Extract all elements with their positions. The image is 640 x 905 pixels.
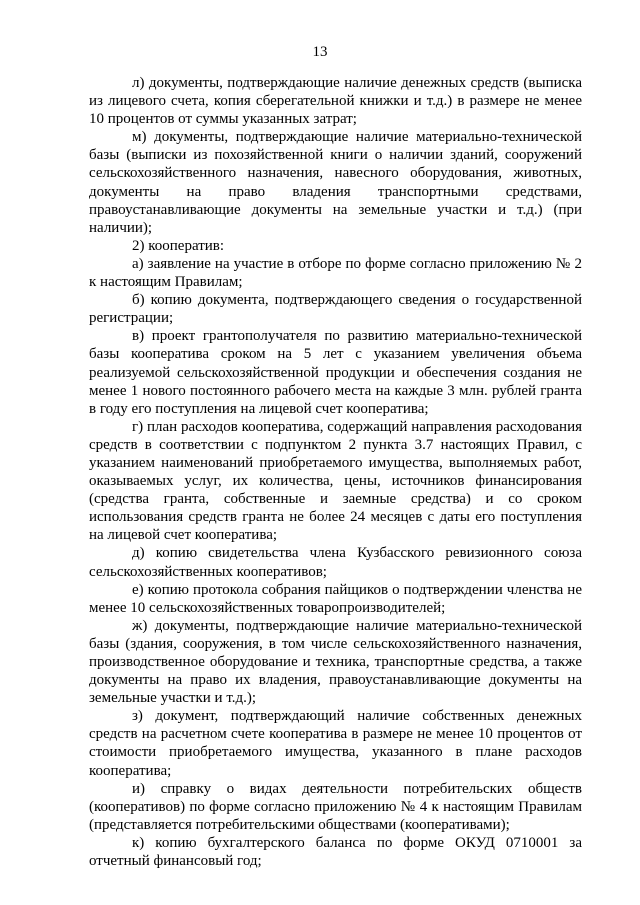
paragraph-zh-material-base-documents: ж) документы, подтверждающие наличие материально-технической базы (здания, сооружения, в том числе сельскохозяйственного назначения, производственное оборудование и техника, транспортные средства, а также документы на право их владения, правоустанавливающие документы на земельные участки и т.д.); <box>89 617 582 707</box>
paragraph-g-expense-plan: г) план расходов кооператива, содержащий направления расходования средств в соответствии с подпунктом 2 пункта 3.7 настоящих Правил, с указанием наименований приобретаемого имущества, выполняемых работ, оказываемых услуг, их количества, цены, источников финансирования (средства гранта, собственные и заемные средства) и со сроком использования средств гранта не более 24 месяцев с даты его поступления на лицевой счет кооператива; <box>89 418 582 544</box>
paragraph-z-own-funds-document: з) документ, подтверждающий наличие собственных денежных средств на расчетном счете кооператива в размере не менее 10 процентов от стоимости приобретаемого имущества, указанного в плане расходов кооператива; <box>89 708 582 779</box>
paragraph-a-application: а) заявление на участие в отборе по форме согласно приложению № 2 к настоящим Правилам; <box>89 255 582 291</box>
paragraph-i-activity-certificate: и) справку о видах деятельности потребительских обществ (кооперативов) по форме согласно приложению № 4 к настоящим Правилам (представляется потребительскими обществами (кооперативами); <box>89 780 582 833</box>
paragraph-l-funds-documents: л) документы, подтверждающие наличие денежных средств (выписка из лицевого счета, копия сберегательной книжки и т.д.) в размере не менее 10 процентов от суммы указанных затрат; <box>89 75 582 128</box>
paragraph-d-membership-certificate: д) копию свидетельства члена Кузбасского ревизионного союза сельскохозяйственных кооперативов; <box>89 545 582 580</box>
paragraph-k-balance-sheet: к) копию бухгалтерского баланса по форме ОКУД 0710001 за отчетный финансовый год; <box>89 834 582 870</box>
paragraph-2-cooperative: 2) кооператив: <box>132 237 225 254</box>
paragraph-b-registration-copy: б) копию документа, подтверждающего сведения о государственной регистрации; <box>89 292 582 327</box>
page-number: 13 <box>312 44 328 60</box>
paragraph-e-meeting-protocol: е) копию протокола собрания пайщиков о подтверждении членства не менее 10 сельскохозяйственных товаропроизводителей; <box>89 581 582 616</box>
paragraph-m-material-base-documents: м) документы, подтверждающие наличие материально-технической базы (выписки из похозяйственной книги о наличии зданий, сооружений сельскохозяйственного назначения, навесного оборудования, животных, документы на право владения транспортными средствами, правоустанавливающие документы на земельные участки и т.д.) (при наличии); <box>89 129 582 236</box>
document-body <box>89 74 582 870</box>
paragraph-v-grantee-project: в) проект грантополучателя по развитию материально-технической базы кооператива сроком на 5 лет с указанием увеличения объема реализуемой сельскохозяйственной продукции и обеспечения создания не менее 1 нового постоянного рабочего места на каждые 3 млн. рублей гранта в году его поступления на лицевой счет кооператива; <box>89 328 582 417</box>
